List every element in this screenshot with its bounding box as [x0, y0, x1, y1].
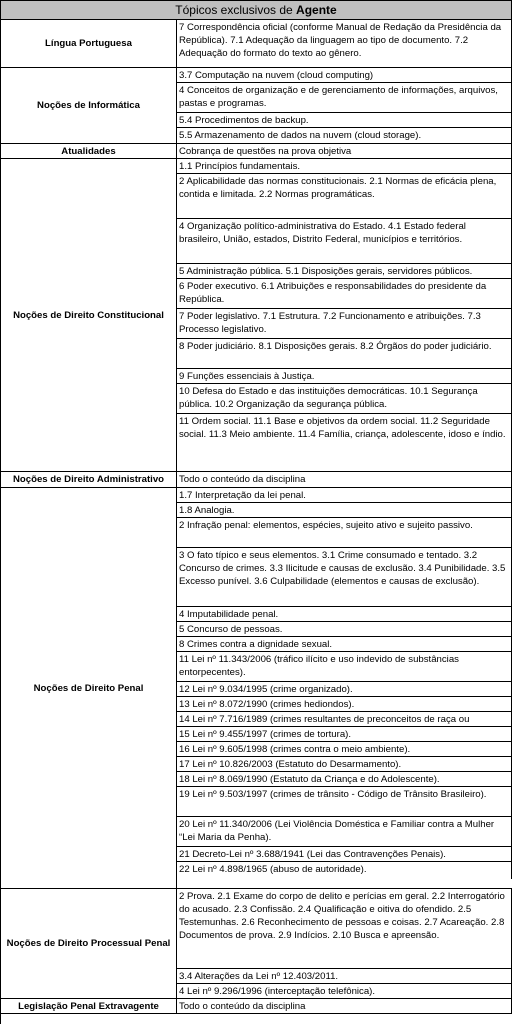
topic-item: Cobrança de questões na prova objetiva [177, 144, 512, 159]
table-body [1, 20, 512, 1014]
table-title-bold: Agente [296, 3, 337, 17]
topic-item: Todo o conteúdo da disciplina [177, 472, 512, 488]
topic-item: 5.5 Armazenamento de dados na nuvem (cloud storage). [177, 128, 512, 144]
topic-item: 8 Poder judiciário. 8.1 Disposições gerais. 8.2 Órgãos do poder judiciário. [177, 339, 512, 369]
topic-item: 11 Ordem social. 11.1 Base e objetivos da ordem social. 11.2 Seguridade social. 11.3 Meio ambiente. 11.4 Família, criança, adolescente, idoso e índio. [177, 414, 512, 472]
topic-item: 9 Funções essenciais à Justiça. [177, 369, 512, 384]
topic-item: 18 Lei nº 8.069/1990 (Estatuto da Criança e do Adolescente). [177, 772, 512, 787]
topic-item: 15 Lei nº 9.455/1997 (crimes de tortura). [177, 727, 512, 742]
table-title-prefix: Tópicos exclusivos de [175, 3, 297, 17]
topic-item: 6 Poder executivo. 6.1 Atribuições e responsabilidades do presidente da República. [177, 279, 512, 309]
subject-section [1, 488, 512, 889]
subject-section [1, 144, 512, 159]
subject-section [1, 999, 512, 1014]
topic-item: Todo o conteúdo da disciplina [177, 999, 512, 1014]
topic-item: 2 Aplicabilidade das normas constitucionais. 2.1 Normas de eficácia plena, contida e limitada. 2.2 Normas programáticas. [177, 174, 512, 219]
subject-section [1, 472, 512, 488]
topic-list [177, 144, 512, 158]
topic-list [177, 488, 512, 888]
topic-item: 17 Lei nº 10.826/2003 (Estatuto do Desarmamento). [177, 757, 512, 772]
topic-item: 5.4 Procedimentos de backup. [177, 113, 512, 128]
topic-item: 13 Lei nº 8.072/1990 (crimes hediondos). [177, 697, 512, 712]
subject-name: Noções de Direito Constitucional [1, 159, 177, 471]
subject-name: Atualidades [1, 144, 177, 158]
topic-item: 7 Correspondência oficial (conforme Manual de Redação da Presidência da República). 7.1 Adequação da linguagem ao tipo de documento. 7.2 Adequação do formato do texto ao gênero. [177, 20, 512, 68]
subject-section [1, 68, 512, 144]
topic-item: 4 Conceitos de organização e de gerenciamento de informações, arquivos, pastas e programas. [177, 83, 512, 113]
topic-list [177, 472, 512, 487]
topic-list [177, 159, 512, 471]
subject-name: Noções de Direito Administrativo [1, 472, 177, 487]
topic-item: 11 Lei nº 11.343/2006 (tráfico ilícito e uso indevido de substâncias entorpecentes). [177, 652, 512, 682]
subject-section [1, 159, 512, 472]
topic-item: 4 Imputabilidade penal. [177, 607, 512, 622]
topic-item: 3.7 Computação na nuvem (cloud computing) [177, 68, 512, 83]
subject-name: Língua Portuguesa [1, 20, 177, 67]
topic-item: 5 Concurso de pessoas. [177, 622, 512, 637]
topic-item: 19 Lei nº 9.503/1997 (crimes de trânsito - Código de Trânsito Brasileiro). [177, 787, 512, 817]
topic-list [177, 889, 512, 998]
subject-name: Noções de Direito Processual Penal [1, 889, 177, 998]
topic-item: 2 Infração penal: elementos, espécies, sujeito ativo e sujeito passivo. [177, 518, 512, 548]
topic-item: 4 Organização político-administrativa do Estado. 4.1 Estado federal brasileiro, União, estados, Distrito Federal, municípios e territórios. [177, 219, 512, 264]
topic-item: 4 Lei nº 9.296/1996 (interceptação telefônica). [177, 984, 512, 999]
table-title [1, 1, 512, 20]
subject-name: Noções de Informática [1, 68, 177, 143]
topic-item: 16 Lei nº 9.605/1998 (crimes contra o meio ambiente). [177, 742, 512, 757]
subject-section [1, 20, 512, 68]
topic-item: 14 Lei nº 7.716/1989 (crimes resultantes de preconceitos de raça ou [177, 712, 512, 727]
topic-item: 1.7 Interpretação da lei penal. [177, 488, 512, 503]
subject-name: Noções de Direito Penal [1, 488, 177, 888]
topic-item: 2 Prova. 2.1 Exame do corpo de delito e perícias em geral. 2.2 Interrogatório do acusado. 2.3 Confissão. 2.4 Qualificação e oitiva do ofendido. 2.5 Testemunhas. 2.6 Reconhecimento de pessoas e coisas. 2.7 Acareação. 2.8 Documentos de prova. 2.9 Indícios. 2.10 Busca e apreensão. [177, 889, 512, 969]
topic-item: 1.8 Analogia. [177, 503, 512, 518]
topic-item: 12 Lei nº 9.034/1995 (crime organizado). [177, 682, 512, 697]
topic-list [177, 999, 512, 1013]
topic-item: 1.1 Princípios fundamentais. [177, 159, 512, 174]
topic-item: 7 Poder legislativo. 7.1 Estrutura. 7.2 Funcionamento e atribuições. 7.3 Processo legislativo. [177, 309, 512, 339]
topic-item: 5 Administração pública. 5.1 Disposições gerais, servidores públicos. [177, 264, 512, 279]
subject-section [1, 889, 512, 999]
topic-list [177, 68, 512, 143]
topic-item: 10 Defesa do Estado e das instituições democráticas. 10.1 Segurança pública. 10.2 Organização da segurança pública. [177, 384, 512, 414]
topic-item: 3.4 Alterações da Lei nº 12.403/2011. [177, 969, 512, 984]
topic-item: 3 O fato típico e seus elementos. 3.1 Crime consumado e tentado. 3.2 Concurso de crimes. 3.3 Ilicitude e causas de exclusão. 3.4 Punibilidade. 3.5 Excesso punível. 3.6 Culpabilidade (elementos e causas de exclusão). [177, 548, 512, 607]
topic-item: 22 Lei nº 4.898/1965 (abuso de autoridade). [177, 862, 512, 879]
topic-item: 21 Decreto-Lei nº 3.688/1941 (Lei das Contravenções Penais). [177, 847, 512, 862]
subject-name: Legislação Penal Extravagente [1, 999, 177, 1013]
topic-list [177, 20, 512, 67]
topic-item: 20 Lei nº 11.340/2006 (Lei Violência Doméstica e Familiar contra a Mulher “Lei Maria da Penha). [177, 817, 512, 847]
topic-item: 8 Crimes contra a dignidade sexual. [177, 637, 512, 652]
